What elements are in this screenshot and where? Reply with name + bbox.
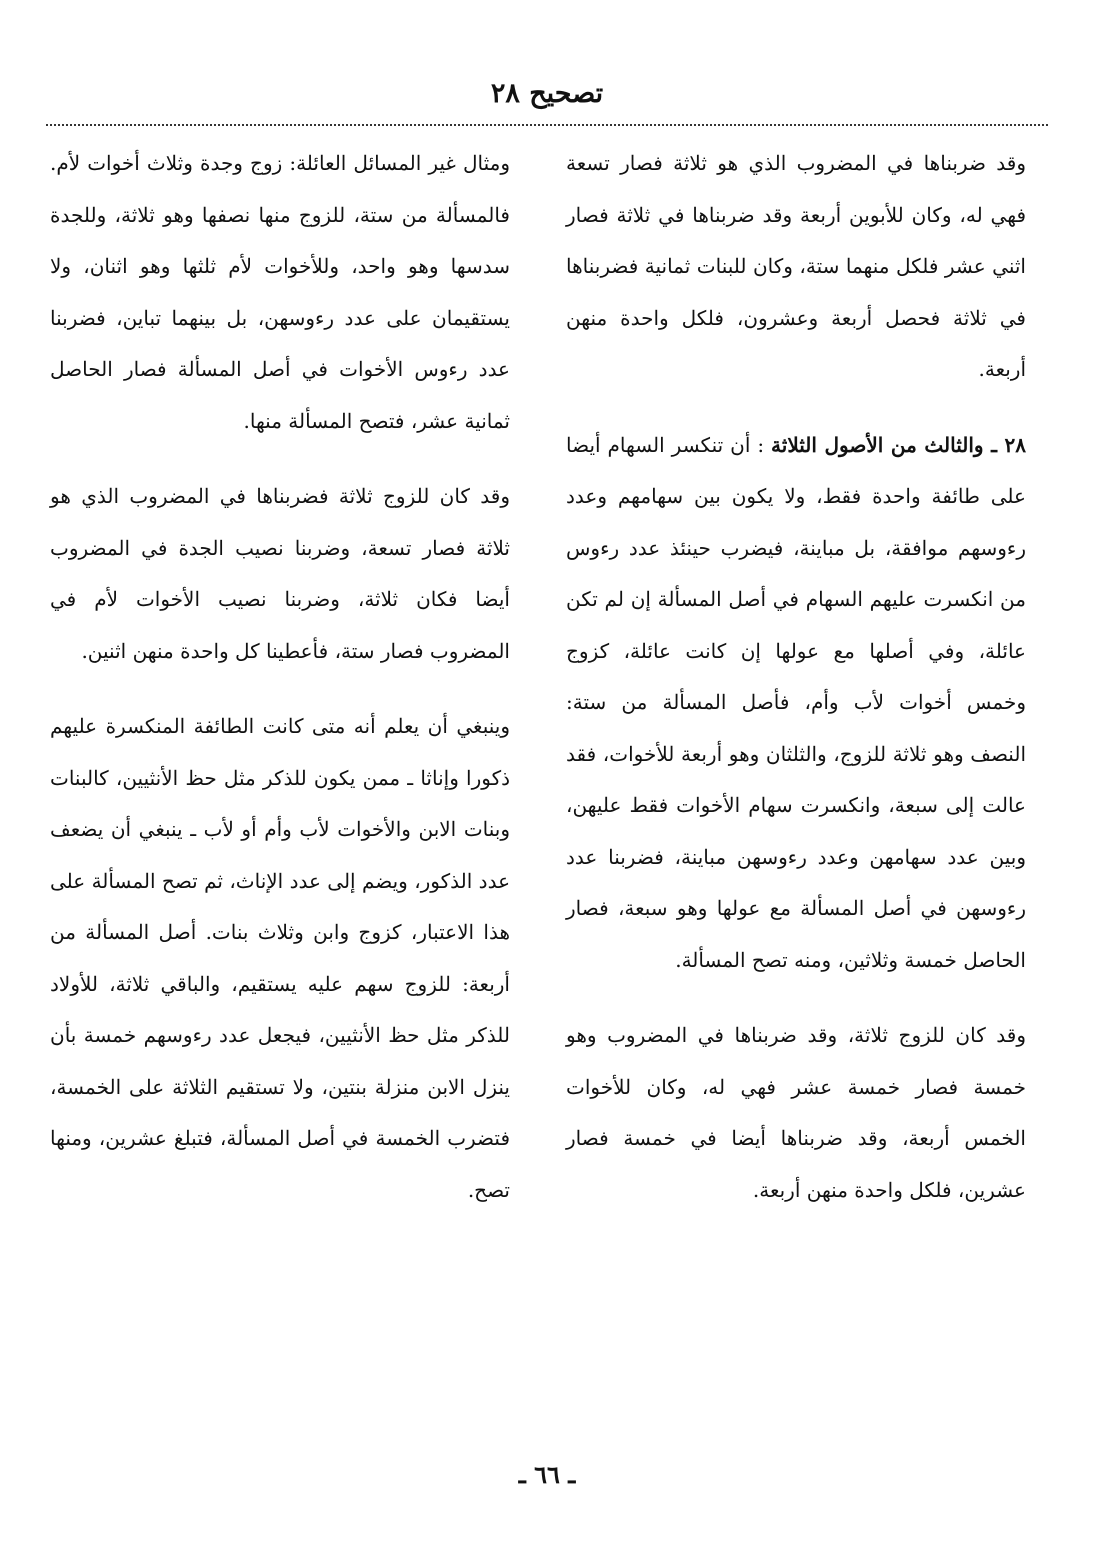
- paragraph: وقد كان للزوج ثلاثة، وقد ضربناها في المضروب وهو خمسة فصار خمسة عشر فهي له، وكان للأخوات الخمس أربعة، وقد ضربناها أيضا في خمسة فصار عشرين، فلكل واحدة منهن أربعة.: [566, 1023, 1026, 1202]
- right-column: [566, 138, 1026, 1216]
- page-header: تصحيح ٢٨: [490, 78, 604, 109]
- paragraph: وقد ضربناها في المضروب الذي هو ثلاثة فصار تسعة فهي له، وكان للأبوين أربعة وقد ضربناها في ثلاثة فصار اثني عشر فلكل منهما ستة، وكان للبنات ثمانية فضربناها في ثلاثة فحصل أربعة وعشرون، فلكل واحدة منهن أربعة.: [566, 151, 1026, 381]
- header-divider: [46, 124, 1048, 126]
- paragraph: ومثال غير المسائل العائلة: زوج وجدة وثلاث أخوات لأم. فالمسألة من ستة، للزوج منها نصفها وهو ثلاثة، وللجدة سدسها وهو واحد، وللأخوات لأم ثلثها وهو اثنان، ولا يستقيمان على عدد رءوسهن، بل بينهما تباين، فضربنا عدد رءوس الأخوات في أصل المسألة فصار الحاصل ثمانية عشر، فتصح المسألة منها.: [50, 151, 510, 433]
- paragraph-28: [566, 420, 1026, 987]
- section-heading: ٢٨ ـ والثالث من الأصول الثلاثة: [771, 432, 1027, 457]
- paragraph-body: : أن تنكسر السهام أيضا على طائفة واحدة فقط، ولا يكون بين سهامهم وعدد رءوسهم موافقة، بل مباينة، فيضرب حينئذ عدد رءوس من انكسرت عليهم السهام في أصل المسألة إن لم تكن عائلة، وفي أصلها مع عولها إن كانت عائلة، كزوج وخمس أخوات لأب وأم، فأصل المسألة من ستة: النصف وهو ثلاثة للزوج، والثلثان وهو أربعة للأخوات، فقد عالت إلى سبعة، وانكسرت سهام الأخوات فقط عليهن، وبين عدد سهامهن وعدد رءوسهن مباينة، فضربنا عدد رءوسهن في أصل المسألة مع عولها وهو سبعة، فصار الحاصل خمسة وثلاثين، ومنه تصح المسألة.: [566, 432, 1026, 972]
- paragraph: وقد كان للزوج ثلاثة فضربناها في المضروب الذي هو ثلاثة فصار تسعة، وضربنا نصيب الجدة في المضروب أيضا فكان ثلاثة، وضربنا نصيب الأخوات لأم في المضروب فصار ستة، فأعطينا كل واحدة منهن اثنين.: [50, 484, 510, 663]
- page-number: ـ ٦٦ ـ: [518, 1460, 576, 1489]
- left-column: [50, 138, 510, 1216]
- paragraph: وينبغي أن يعلم أنه متى كانت الطائفة المنكسرة عليهم ذكورا وإناثا ـ ممن يكون للذكر مثل حظ الأنثيين، كالبنات وبنات الابن والأخوات لأب وأم أو لأب ـ ينبغي أن يضعف عدد الذكور، ويضم إلى عدد الإناث، ثم تصح المسألة على هذا الاعتبار، كزوج وابن وثلاث بنات. أصل المسألة من أربعة: للزوج سهم عليه يستقيم، والباقي ثلاثة، للأولاد للذكر مثل حظ الأنثيين، فيجعل عدد رءوسهم خمسة بأن ينزل الابن منزلة بنتين، ولا تستقيم الثلاثة على الخمسة، فتضرب الخمسة في أصل المسألة، فتبلغ عشرين، ومنها تصح.: [50, 714, 511, 1202]
